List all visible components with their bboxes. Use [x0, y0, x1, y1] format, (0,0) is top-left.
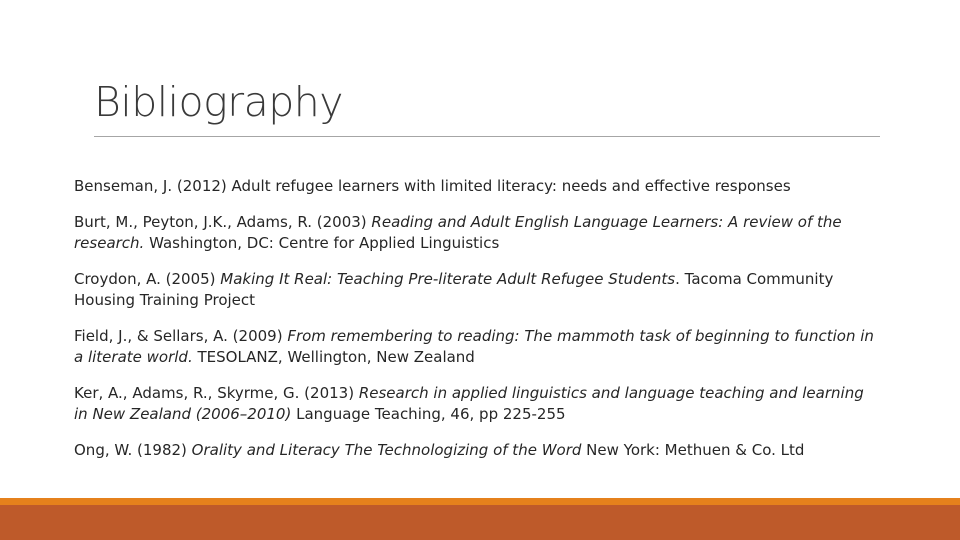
reference-text: Field, J., & Sellars, A. (2009) [74, 327, 288, 345]
reference-publisher: Language Teaching, 46, pp 225-255 [291, 405, 566, 423]
footer-bar [0, 505, 960, 540]
reference-text: Benseman, J. (2012) Adult refugee learners with limited literacy: needs and effective responses [74, 177, 791, 195]
reference-publisher: TESOLANZ, Wellington, New Zealand [192, 348, 475, 366]
footer-accent-bar [0, 498, 960, 505]
reference-title: Reading and Adult English Language Learners: A review of the research. [74, 213, 842, 252]
reference-text: Ong, W. (1982) [74, 441, 192, 459]
reference-text: Burt, M., Peyton, J.K., Adams, R. (2003) [74, 213, 372, 231]
reference-text: Croydon, A. (2005) [74, 270, 221, 288]
reference-publisher: Washington, DC: Centre for Applied Linguistics [144, 234, 500, 252]
reference-title: Research in applied linguistics and language teaching and learning in New Zealand (2006–2010) [74, 384, 864, 423]
reference-text: Ker, A., Adams, R., Skyrme, G. (2013) [74, 384, 359, 402]
reference-item [74, 383, 874, 425]
reference-title: From remembering to reading: The mammoth task of beginning to function in a literate world. [74, 327, 874, 366]
reference-title: Making It Real: Teaching Pre-literate Adult Refugee Students [220, 270, 676, 288]
reference-item [74, 212, 874, 254]
reference-title: Orality and Literacy The Technologizing of the Word [191, 441, 582, 459]
reference-item [74, 440, 874, 461]
reference-item [74, 269, 874, 311]
reference-publisher: New York: Methuen & Co. Ltd [581, 441, 805, 459]
reference-publisher: . Tacoma Community Housing Training Project [74, 270, 834, 309]
reference-list [74, 176, 874, 476]
slide-title: Bibliography [94, 78, 343, 126]
title-underline [94, 136, 880, 137]
reference-item [74, 176, 874, 197]
reference-item [74, 326, 874, 368]
